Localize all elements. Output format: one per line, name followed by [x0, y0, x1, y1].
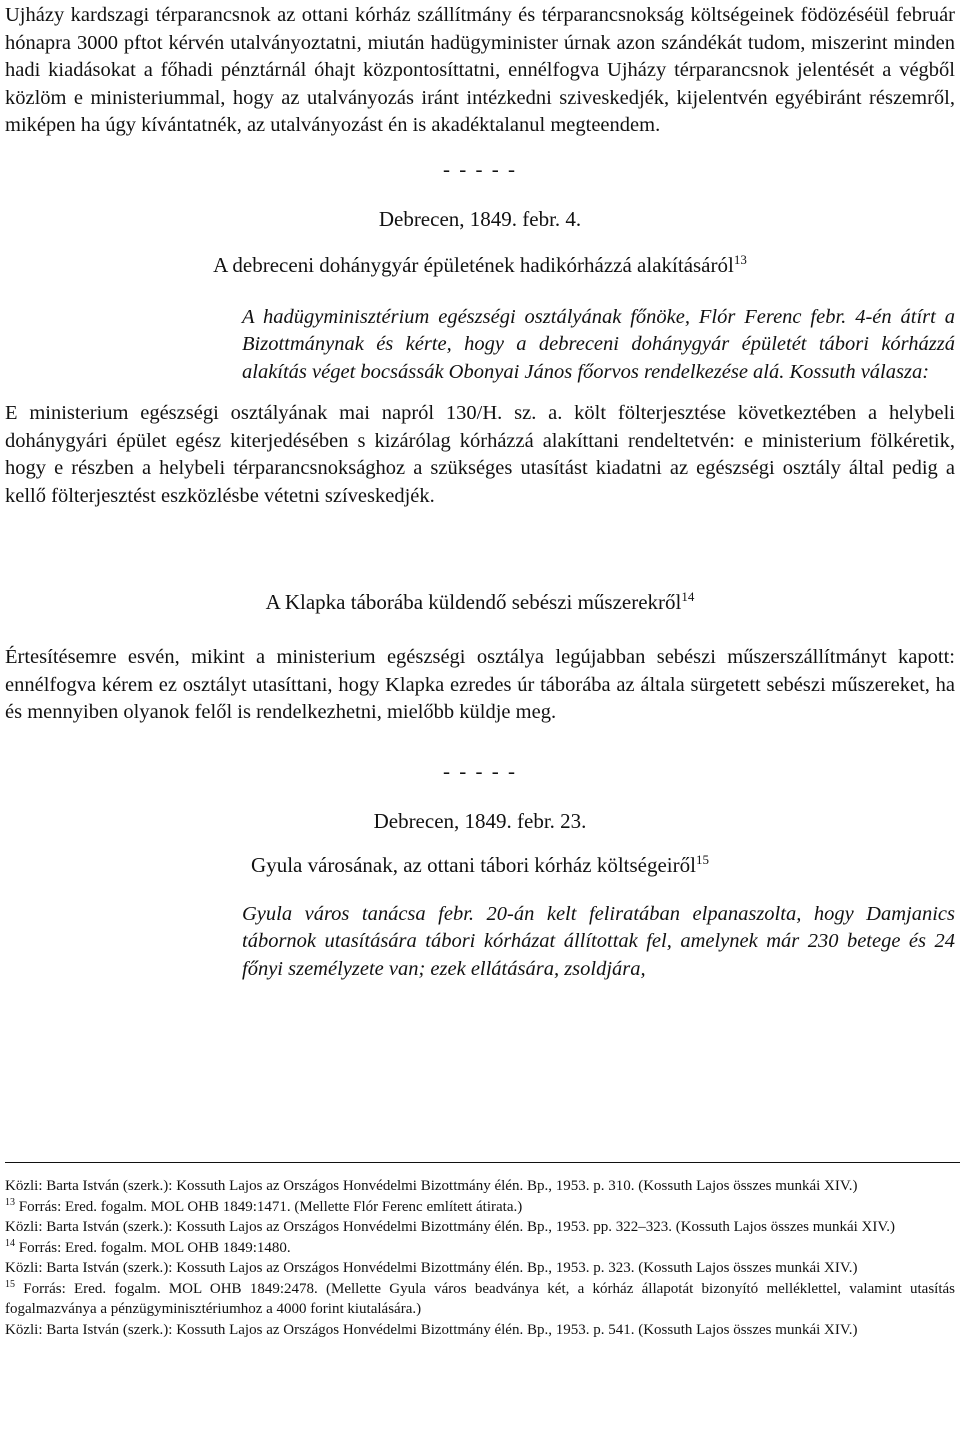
paragraph-ujhazy: Ujházy kardszagi térparancsnok az ottani kórház szállítmány és térparancsnokság költségeinek födözéséül február hónapra 3000 pftot kérvén utalványoztatni, miután hadügyminister úrnak azon szándékát tudom, miszerint minden hadi kiadásokat a főhadi pénztárnál óhajt központosíttatni, ennélfogva Ujházy térparancsnok jelentését a végből közlöm e ministeriummal, hogy az utalványozás iránt intézkedni sziveskedjék, kijelentvén egyébiránt részemről, miképen ha úgy kívántatnék, az utalványozást én is akadéktalanul megteendem. [5, 4, 955, 136]
footnote-13 [5, 1197, 955, 1218]
section-title-text: Gyula városának, az ottani tábori kórház költségeiről [251, 852, 696, 877]
footnote-ref[interactable]: 14 [681, 589, 695, 604]
section-title [5, 251, 955, 279]
section-intro [242, 901, 955, 984]
footnote-15 [5, 1279, 955, 1320]
section-intro [242, 304, 955, 387]
separator: - - - - - [443, 156, 517, 181]
footnote-number: 15 [5, 1278, 15, 1290]
section-intro-text: A hadügyminisztérium egészségi osztályának főnöke, Flór Ferenc febr. 4-én átírt a Bizottmánynak és kérte, hogy a debreceni dohánygyár épületét tábori kórházzá alakítás véget bocsássák Obonyai János főorvos rendelkezése alá. Kossuth válasza: [242, 305, 955, 383]
section-date: Debrecen, 1849. febr. 23. [373, 808, 587, 833]
document-page [5, 0, 955, 983]
section-intro-text: Gyula város tanácsa febr. 20-án kelt feliratában elpanaszolta, hogy Damjanics tábornok utasítására tábori kórházat állítottak fel, amelynek már 230 betege és 24 főnyi személyzete van; ezek ellátására, zsoldjára, [242, 902, 955, 980]
footnote-kozli: Közli: Barta István (szerk.): Kossuth Lajos az Országos Honvédelmi Bizottmány élén. Bp., 1953. p. 323. (Kossuth Lajos összes munkái XIV.) [5, 1260, 858, 1276]
section-title [5, 851, 955, 879]
footnote-number: 13 [5, 1196, 15, 1208]
footnote-source: Forrás: Ered. fogalm. MOL OHB 1849:1480. [18, 1239, 291, 1256]
section-body: Értesítésemre esvén, mikint a ministerium egészségi osztálya legújabban sebészi műszerszállítmányt kapott: ennélfogva kérem ez osztályt utasíttani, hogy Klapka ezredes úr táborába az általa sürgetett sebészi műszereket, ha és mennyiben olyanok felől is rendelkezhetni, mielőbb küldje meg. [5, 646, 955, 723]
section-title-text: A Klapka táborába küldendő sebészi műszerekről [265, 590, 682, 614]
footnote-kozli: Közli: Barta István (szerk.): Kossuth Lajos az Országos Honvédelmi Bizottmány élén. Bp., 1953. pp. 322–323. (Kossuth Lajos összes munkái XIV.) [5, 1219, 895, 1235]
footnote-ref[interactable]: 13 [733, 251, 747, 267]
footnote-kozli: Közli: Barta István (szerk.): Kossuth Lajos az Országos Honvédelmi Bizottmány élén. Bp., 1953. p. 310. (Kossuth Lajos összes munkái XIV.) [5, 1178, 858, 1194]
footnote-ref[interactable]: 15 [695, 851, 709, 867]
footnote-source: Forrás: Ered. fogalm. MOL OHB 1849:2478. (Mellette Gyula város beadványa két, a kórház állapotát bizonyító melléklettel, valamint utasítás fogalmazványa a pénzügyminisztériumhoz a 4000 forint kiutalására.) [5, 1280, 956, 1317]
footnote-divider [5, 1162, 960, 1163]
section-date: Debrecen, 1849. febr. 4. [378, 206, 582, 231]
separator: - - - - - [443, 758, 517, 783]
footnotes [5, 1176, 955, 1340]
section-title [5, 588, 955, 616]
footnote-14 [5, 1238, 955, 1259]
footnote-number: 14 [5, 1237, 15, 1249]
footnote-source: Forrás: Ered. fogalm. MOL OHB 1849:1471. (Mellette Flór Ferenc említett átirata.) [18, 1198, 523, 1215]
footnote-kozli: Közli: Barta István (szerk.): Kossuth Lajos az Országos Honvédelmi Bizottmány élén. Bp., 1953. p. 541. (Kossuth Lajos összes munkái XIV.) [5, 1321, 858, 1338]
section-body: E ministerium egészségi osztályának mai napról 130/H. sz. a. költ fölterjesztése következtében a helybeli dohánygyári épület egész kiterjedésében s kizárólag kórházzá alakíttani rendeltetvén: e ministerium fölkéretik, hogy e részben a helybeli térparancsnoksághoz a szükséges utasítást kiadatni az egészségi osztály által pedig a kellő fölterjesztést eszközlésbe vétetni szíveskedjék. [5, 402, 955, 507]
section-title-text: A debreceni dohánygyár épületének hadikórházzá alakításáról [213, 252, 734, 277]
